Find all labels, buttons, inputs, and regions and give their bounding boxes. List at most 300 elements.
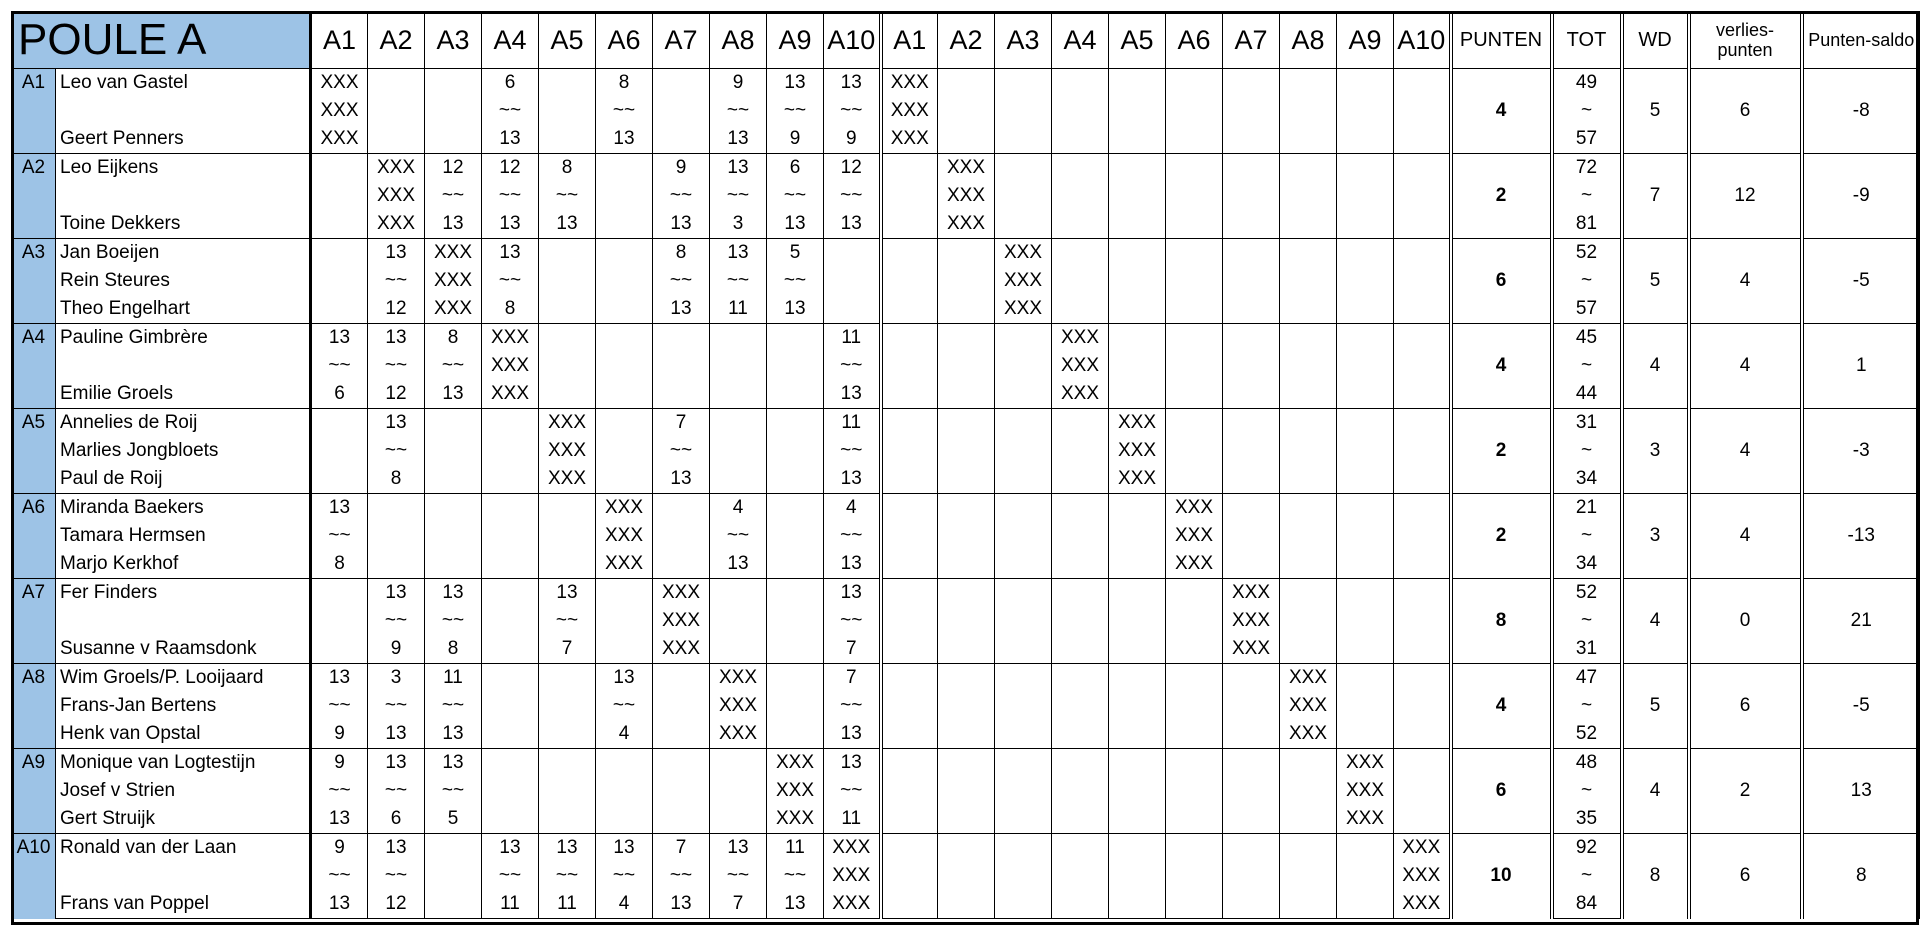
score-cell-b	[1052, 409, 1109, 438]
score-cell	[653, 777, 710, 805]
score-cell: XXX	[767, 749, 824, 778]
score-cell-b	[1280, 210, 1337, 239]
score-cell	[539, 295, 596, 324]
score-cell-b	[1394, 607, 1451, 635]
score-cell	[368, 522, 425, 550]
score-cell-b	[1280, 409, 1337, 438]
score-cell-b	[1052, 579, 1109, 608]
team-row-a6-line-1	[12, 494, 1920, 523]
score-cell-b	[938, 352, 995, 380]
tot-value: ~	[1552, 437, 1622, 465]
score-cell-b	[1394, 154, 1451, 183]
score-cell-b: XXX	[1223, 607, 1280, 635]
score-cell	[425, 409, 482, 438]
column-header-a7: A7	[653, 12, 710, 69]
score-cell-b	[1166, 154, 1223, 183]
score-cell-b	[1166, 862, 1223, 890]
score-cell	[596, 409, 653, 438]
score-cell-b	[1337, 69, 1394, 98]
score-cell: XXX	[653, 607, 710, 635]
player-name	[56, 97, 311, 125]
puntensaldo-header: Punten-saldo	[1802, 12, 1920, 69]
player-name: Jan Boeijen	[56, 239, 311, 268]
score-cell	[596, 465, 653, 494]
column-header-b-a9: A9	[1337, 12, 1394, 69]
score-cell-b	[1052, 295, 1109, 324]
score-cell-b	[1223, 154, 1280, 183]
score-cell	[539, 522, 596, 550]
score-cell: 13	[653, 295, 710, 324]
score-cell	[767, 494, 824, 523]
score-cell-b	[1166, 834, 1223, 863]
score-cell-b	[1223, 890, 1280, 919]
score-cell-b	[1280, 805, 1337, 834]
score-cell: XXX	[710, 720, 767, 749]
score-cell	[311, 210, 368, 239]
score-cell: 13	[824, 550, 881, 579]
score-cell: 8	[653, 239, 710, 268]
score-cell-b	[1280, 182, 1337, 210]
score-cell-b	[1052, 437, 1109, 465]
score-cell	[425, 97, 482, 125]
score-cell: ~~	[596, 97, 653, 125]
score-cell-b	[995, 352, 1052, 380]
score-cell: 13	[710, 154, 767, 183]
score-cell	[596, 352, 653, 380]
score-cell: 13	[653, 210, 710, 239]
score-cell: 8	[311, 550, 368, 579]
score-cell: 7	[653, 834, 710, 863]
punten-value: 2	[1451, 409, 1552, 494]
score-cell: ~~	[710, 97, 767, 125]
player-name: Leo van Gastel	[56, 69, 311, 98]
score-cell-b	[1223, 182, 1280, 210]
score-cell-b	[1337, 437, 1394, 465]
score-cell-b: XXX	[1166, 494, 1223, 523]
score-cell-b	[1166, 749, 1223, 778]
score-cell-b	[881, 862, 938, 890]
score-cell-b	[881, 664, 938, 693]
score-cell: 8	[596, 69, 653, 98]
score-cell-b	[1394, 664, 1451, 693]
score-cell-b	[881, 749, 938, 778]
score-cell-b	[1166, 69, 1223, 98]
score-cell	[653, 69, 710, 98]
score-cell-b	[1052, 465, 1109, 494]
score-cell	[653, 550, 710, 579]
score-cell	[767, 522, 824, 550]
tot-value: 34	[1552, 550, 1622, 579]
score-cell-b	[1280, 97, 1337, 125]
poule-table	[11, 11, 1920, 919]
score-cell-b	[1109, 607, 1166, 635]
score-cell-b	[1394, 494, 1451, 523]
score-cell-b	[1394, 409, 1451, 438]
score-cell: XXX	[368, 210, 425, 239]
score-cell: 13	[653, 465, 710, 494]
score-cell	[767, 664, 824, 693]
score-cell-b: XXX	[1337, 777, 1394, 805]
score-cell	[710, 777, 767, 805]
score-cell-b	[1109, 664, 1166, 693]
tot-value: 52	[1552, 579, 1622, 608]
tot-value: 47	[1552, 664, 1622, 693]
score-cell-b	[1280, 777, 1337, 805]
score-cell: 8	[539, 154, 596, 183]
score-cell: XXX	[710, 664, 767, 693]
tot-value: 72	[1552, 154, 1622, 183]
score-cell	[767, 607, 824, 635]
score-cell-b	[881, 437, 938, 465]
score-cell-b	[1394, 69, 1451, 98]
tot-value: 81	[1552, 210, 1622, 239]
score-cell: ~~	[368, 267, 425, 295]
score-cell-b	[1280, 267, 1337, 295]
score-cell-b	[1052, 154, 1109, 183]
score-cell: 7	[653, 409, 710, 438]
score-cell-b: XXX	[1280, 720, 1337, 749]
score-cell: 13	[425, 720, 482, 749]
score-cell-b	[995, 550, 1052, 579]
score-cell	[710, 380, 767, 409]
score-cell-b	[995, 834, 1052, 863]
column-header-a3: A3	[425, 12, 482, 69]
score-cell	[653, 805, 710, 834]
score-cell-b	[1223, 834, 1280, 863]
tot-value: ~	[1552, 777, 1622, 805]
score-cell: ~~	[482, 182, 539, 210]
score-cell: ~~	[767, 97, 824, 125]
score-cell: ~~	[425, 182, 482, 210]
score-cell: XXX	[824, 862, 881, 890]
score-cell-b	[1052, 862, 1109, 890]
score-cell	[653, 692, 710, 720]
tot-value: 57	[1552, 295, 1622, 324]
score-cell-b	[1109, 579, 1166, 608]
score-cell	[824, 295, 881, 324]
wd-value: 5	[1622, 664, 1689, 749]
score-cell: ~~	[653, 182, 710, 210]
score-cell-b	[1223, 664, 1280, 693]
score-cell-b	[1109, 380, 1166, 409]
score-cell-b	[881, 550, 938, 579]
score-cell-b	[1223, 805, 1280, 834]
score-cell-b	[938, 805, 995, 834]
score-cell	[596, 154, 653, 183]
score-cell	[482, 550, 539, 579]
team-code: A3	[12, 239, 56, 324]
score-cell-b	[1337, 267, 1394, 295]
score-cell: 13	[710, 239, 767, 268]
score-cell-b	[1166, 409, 1223, 438]
punten-value: 6	[1451, 239, 1552, 324]
score-cell	[710, 324, 767, 353]
score-cell: XXX	[311, 97, 368, 125]
score-cell-b	[1052, 720, 1109, 749]
score-cell-b	[1223, 494, 1280, 523]
score-cell	[710, 635, 767, 664]
score-cell: 13	[824, 69, 881, 98]
punten-value: 4	[1451, 324, 1552, 409]
score-cell-b	[1166, 210, 1223, 239]
score-cell: ~~	[824, 182, 881, 210]
score-cell-b: XXX	[1109, 409, 1166, 438]
score-cell-b	[1394, 522, 1451, 550]
score-cell	[653, 324, 710, 353]
score-cell-b	[995, 522, 1052, 550]
score-cell-b: XXX	[1109, 465, 1166, 494]
score-cell-b	[1109, 125, 1166, 154]
score-cell: ~~	[767, 862, 824, 890]
score-cell-b	[995, 890, 1052, 919]
score-cell-b: XXX	[1394, 834, 1451, 863]
score-cell-b	[938, 550, 995, 579]
score-cell-b	[1109, 834, 1166, 863]
column-header-a5: A5	[539, 12, 596, 69]
score-cell	[767, 352, 824, 380]
score-cell: 8	[425, 324, 482, 353]
score-cell	[482, 579, 539, 608]
score-cell-b	[1337, 692, 1394, 720]
score-cell-b	[995, 749, 1052, 778]
score-cell-b	[1166, 295, 1223, 324]
score-cell: 13	[368, 720, 425, 749]
score-cell: 7	[824, 664, 881, 693]
score-cell: ~~	[824, 522, 881, 550]
tot-value: 48	[1552, 749, 1622, 778]
score-cell	[596, 267, 653, 295]
score-cell	[311, 437, 368, 465]
wd-value: 8	[1622, 834, 1689, 919]
score-cell-b	[1223, 69, 1280, 98]
tot-value: ~	[1552, 862, 1622, 890]
score-cell-b	[1166, 97, 1223, 125]
score-cell-b	[938, 69, 995, 98]
score-cell-b	[995, 465, 1052, 494]
score-cell-b	[1280, 437, 1337, 465]
score-cell: XXX	[824, 834, 881, 863]
column-header-a8: A8	[710, 12, 767, 69]
score-cell-b	[938, 607, 995, 635]
tot-value: 57	[1552, 125, 1622, 154]
tot-value: 31	[1552, 635, 1622, 664]
player-name: Annelies de Roij	[56, 409, 311, 438]
score-cell-b	[1337, 210, 1394, 239]
score-cell: 13	[482, 239, 539, 268]
score-cell: 13	[539, 210, 596, 239]
score-cell-b	[995, 579, 1052, 608]
puntensaldo-value: -13	[1802, 494, 1920, 579]
team-row-a4-line-1	[12, 324, 1920, 353]
score-cell-b	[995, 69, 1052, 98]
score-cell-b	[1052, 890, 1109, 919]
score-cell-b: XXX	[1337, 805, 1394, 834]
score-cell-b	[1166, 324, 1223, 353]
score-cell	[653, 380, 710, 409]
score-cell-b	[938, 97, 995, 125]
tot-value: 34	[1552, 465, 1622, 494]
column-header-b-a8: A8	[1280, 12, 1337, 69]
score-cell-b	[1337, 664, 1394, 693]
score-cell: 11	[539, 890, 596, 919]
score-cell-b	[1052, 97, 1109, 125]
score-cell-b	[938, 409, 995, 438]
column-header-b-a4: A4	[1052, 12, 1109, 69]
score-cell-b	[1166, 437, 1223, 465]
score-cell: ~~	[425, 692, 482, 720]
score-cell: 13	[653, 890, 710, 919]
score-cell-b	[938, 295, 995, 324]
score-cell: 3	[710, 210, 767, 239]
score-cell: 6	[482, 69, 539, 98]
score-cell	[311, 239, 368, 268]
score-cell: 8	[482, 295, 539, 324]
score-cell-b	[1394, 465, 1451, 494]
player-name: Miranda Baekers	[56, 494, 311, 523]
score-cell	[539, 97, 596, 125]
score-cell	[311, 267, 368, 295]
score-cell: 12	[368, 890, 425, 919]
score-cell-b	[938, 465, 995, 494]
score-cell-b	[1109, 182, 1166, 210]
score-cell: 9	[824, 125, 881, 154]
score-cell-b	[881, 805, 938, 834]
score-cell	[482, 664, 539, 693]
score-cell-b	[1052, 522, 1109, 550]
score-cell	[767, 409, 824, 438]
score-cell-b	[1166, 777, 1223, 805]
score-cell-b	[1052, 550, 1109, 579]
score-cell: XXX	[482, 352, 539, 380]
punten-value: 10	[1451, 834, 1552, 919]
score-cell: 6	[767, 154, 824, 183]
score-cell-b	[1223, 409, 1280, 438]
score-cell: XXX	[596, 494, 653, 523]
player-name: Tamara Hermsen	[56, 522, 311, 550]
player-name: Josef v Strien	[56, 777, 311, 805]
score-cell-b	[1280, 239, 1337, 268]
score-cell	[596, 777, 653, 805]
score-cell: 13	[596, 125, 653, 154]
score-cell	[653, 97, 710, 125]
player-name: Geert Penners	[56, 125, 311, 154]
score-cell-b	[881, 154, 938, 183]
punten-value: 6	[1451, 749, 1552, 834]
score-cell: 13	[710, 550, 767, 579]
score-cell-b	[1166, 635, 1223, 664]
score-cell-b	[1337, 550, 1394, 579]
score-cell: XXX	[767, 777, 824, 805]
score-cell: ~~	[482, 862, 539, 890]
score-cell-b	[995, 97, 1052, 125]
score-cell	[482, 465, 539, 494]
score-cell: 9	[311, 720, 368, 749]
score-cell-b	[1109, 267, 1166, 295]
score-cell: 7	[824, 635, 881, 664]
verliespunten-value: 4	[1689, 324, 1802, 409]
score-cell: 11	[824, 324, 881, 353]
score-cell: ~~	[824, 692, 881, 720]
player-name: Paul de Roij	[56, 465, 311, 494]
score-cell: ~~	[311, 777, 368, 805]
score-cell-b	[938, 635, 995, 664]
score-cell-b	[1223, 295, 1280, 324]
score-cell-b	[1337, 182, 1394, 210]
player-name	[56, 352, 311, 380]
tot-value: 52	[1552, 239, 1622, 268]
score-cell-b	[1280, 154, 1337, 183]
score-cell-b	[1280, 69, 1337, 98]
player-name	[56, 182, 311, 210]
score-cell: 13	[425, 380, 482, 409]
score-cell	[368, 69, 425, 98]
score-cell	[767, 720, 824, 749]
score-cell: ~~	[539, 607, 596, 635]
tot-value: ~	[1552, 267, 1622, 295]
score-cell-b	[1394, 125, 1451, 154]
score-cell	[767, 437, 824, 465]
score-cell-b	[938, 522, 995, 550]
score-cell	[425, 69, 482, 98]
tot-value: ~	[1552, 182, 1622, 210]
score-cell-b	[1280, 324, 1337, 353]
score-cell: 9	[767, 125, 824, 154]
score-cell: ~~	[482, 97, 539, 125]
score-cell	[311, 295, 368, 324]
verliespunten-value: 4	[1689, 494, 1802, 579]
tot-value: 21	[1552, 494, 1622, 523]
score-cell	[425, 550, 482, 579]
score-cell	[425, 862, 482, 890]
score-cell	[368, 494, 425, 523]
score-cell: ~~	[425, 607, 482, 635]
score-cell-b: XXX	[881, 125, 938, 154]
score-cell-b	[1052, 239, 1109, 268]
score-cell-b	[1109, 550, 1166, 579]
score-cell-b	[1337, 834, 1394, 863]
score-cell: 13	[482, 125, 539, 154]
score-cell: 12	[482, 154, 539, 183]
score-cell-b: XXX	[1223, 579, 1280, 608]
score-cell	[482, 635, 539, 664]
player-name: Gert Struijk	[56, 805, 311, 834]
player-name: Fer Finders	[56, 579, 311, 608]
score-cell-b	[995, 635, 1052, 664]
score-cell	[767, 465, 824, 494]
score-cell	[824, 239, 881, 268]
score-cell: 13	[311, 494, 368, 523]
score-cell: 12	[824, 154, 881, 183]
score-cell: 12	[368, 295, 425, 324]
score-cell: XXX	[539, 465, 596, 494]
score-cell-b	[995, 210, 1052, 239]
score-cell-b	[1223, 324, 1280, 353]
score-cell-b	[1280, 607, 1337, 635]
score-cell-b	[1109, 154, 1166, 183]
score-cell: 3	[368, 664, 425, 693]
score-cell-b	[881, 720, 938, 749]
score-cell-b	[995, 805, 1052, 834]
score-cell-b	[938, 890, 995, 919]
score-cell	[425, 890, 482, 919]
tot-header: TOT	[1552, 12, 1622, 69]
score-cell	[425, 437, 482, 465]
score-cell	[653, 494, 710, 523]
score-cell: ~~	[539, 862, 596, 890]
score-cell	[311, 579, 368, 608]
score-cell: 6	[368, 805, 425, 834]
team-row-a1-line-1	[12, 69, 1920, 98]
